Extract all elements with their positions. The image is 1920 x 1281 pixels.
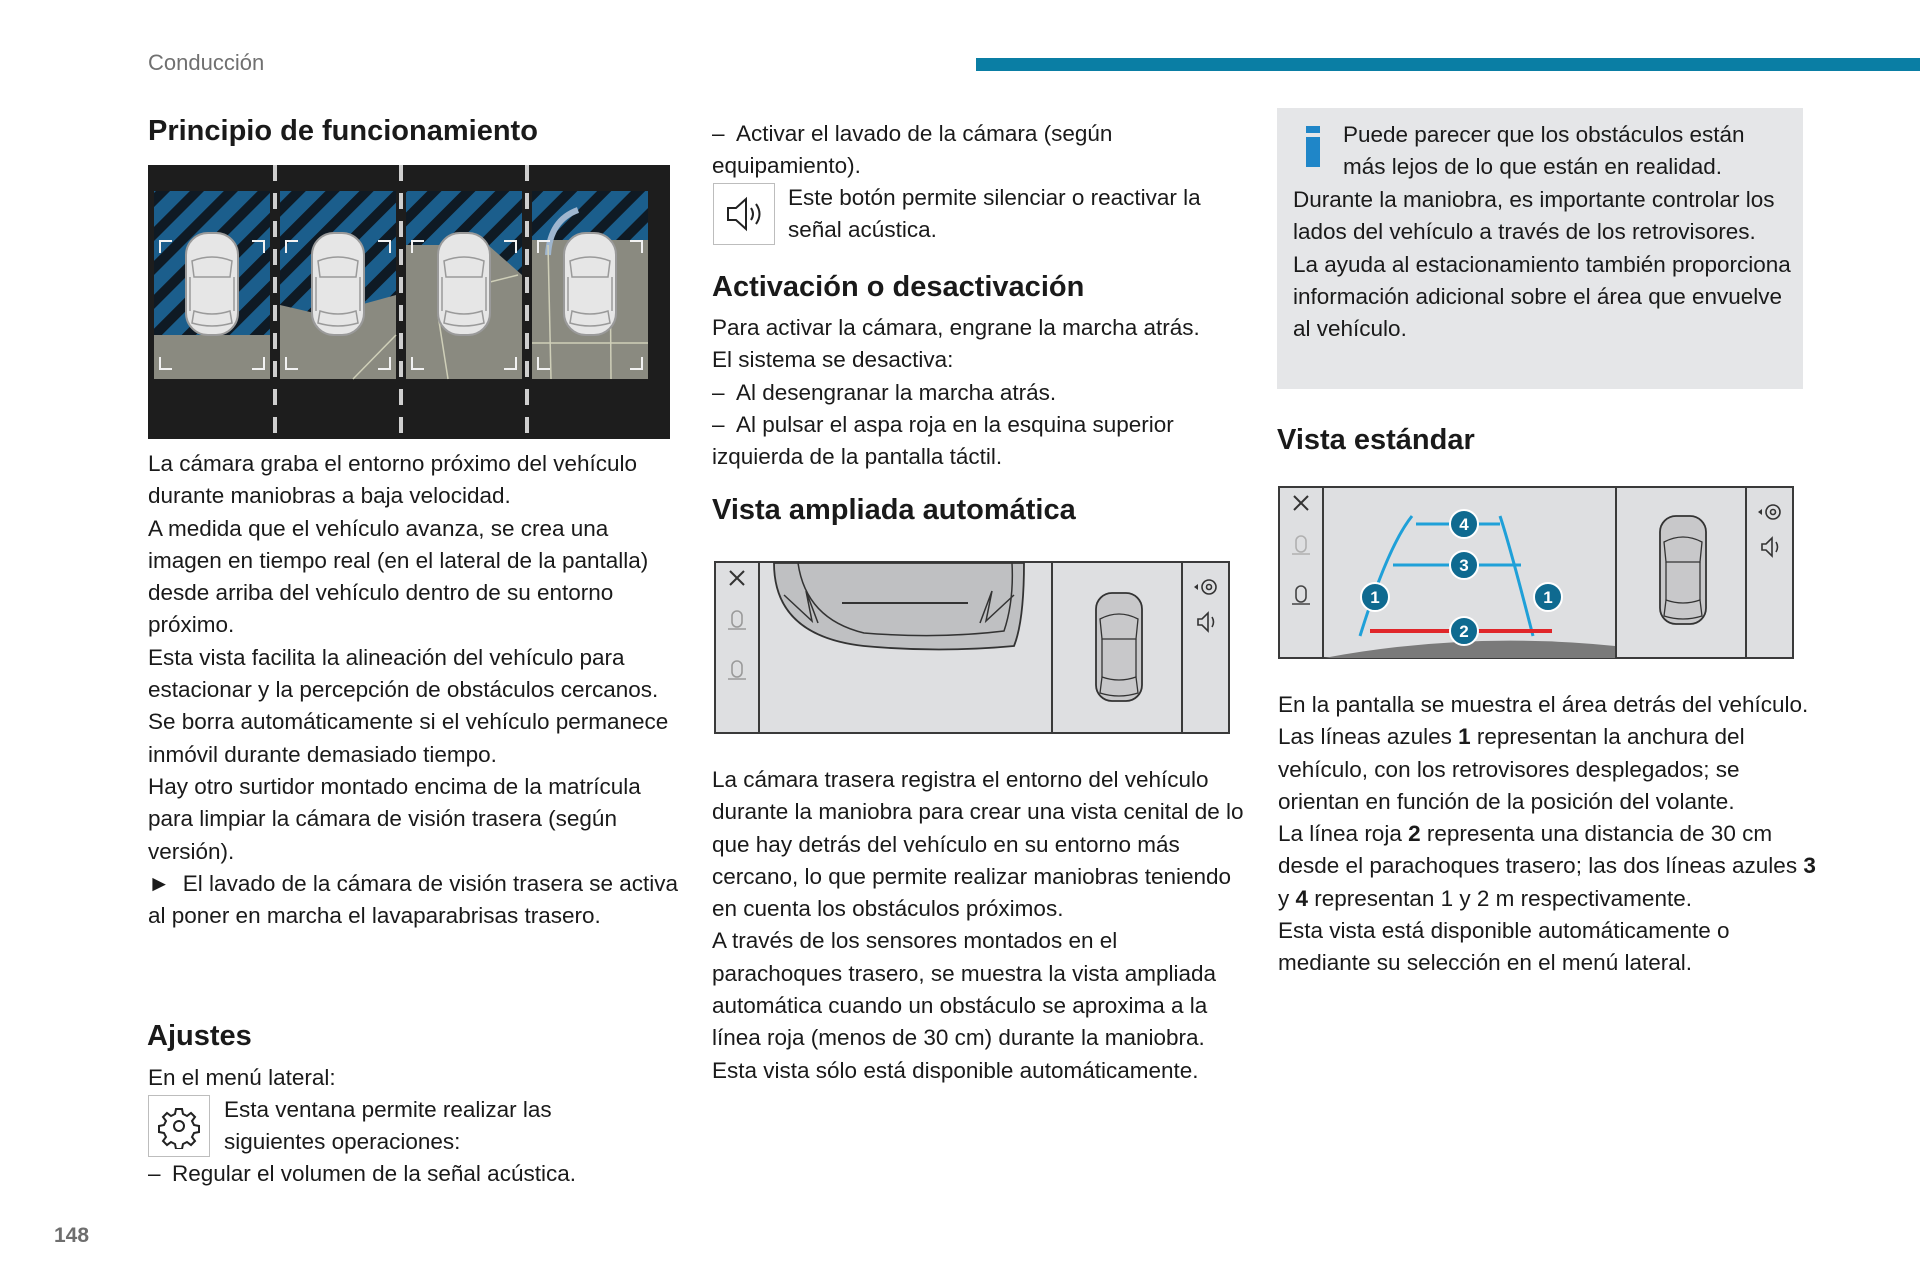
list-item <box>712 409 1252 474</box>
text-run: representan la anchura del vehículo, con los retrovisores desplegados; se orientan en función de la posición del volante. <box>1278 724 1745 814</box>
vista-ampliada-body <box>712 764 1252 1087</box>
list-item <box>712 377 1252 409</box>
marker-ref: 2 <box>1408 821 1421 847</box>
heading-ajustes: Ajustes <box>147 1020 252 1052</box>
marker-4: 4 <box>1459 515 1469 534</box>
gear-description: Esta ventana permite realizar las siguientes operaciones: <box>224 1097 552 1155</box>
speaker-icon <box>720 190 768 238</box>
dash: – <box>148 1161 161 1186</box>
item-text: Regular el volumen de la señal acústica. <box>172 1161 576 1186</box>
section-title: Conducción <box>148 50 265 75</box>
bullet-item <box>148 868 688 933</box>
text-run: La línea roja <box>1278 821 1409 847</box>
dash: – <box>712 121 725 146</box>
paragraph: Hay otro surtidor montado encima de la matrícula para limpiar la cámara de visión trasera (según versión). <box>148 773 641 864</box>
settings-item-wash <box>712 118 1232 183</box>
paragraph: La cámara trasera registra el entorno del vehículo durante la maniobra para crear una vista cenital de lo que hay detrás del vehículo en su entorno más cercano, lo que permite realizar maniobras teniendo en cuenta los obstáculos próximos. <box>712 767 1244 922</box>
zoomed-view-screen <box>714 561 1230 734</box>
heading-activacion: Activación o desactivación <box>712 271 1085 303</box>
settings-item-volume <box>148 1158 688 1190</box>
heading-vista-estandar: Vista estándar <box>1277 424 1475 456</box>
info-note <box>1277 108 1803 389</box>
paragraph: Esta vista facilita la alineación del vehículo para estacionar y la percepción de obstáculos cercanos. Se borra automáticamente si el vehículo permanece inmóvil durante demasiado tiempo. <box>148 644 669 767</box>
page-number: 148 <box>54 1224 90 1247</box>
standard-view-screen <box>1278 486 1794 659</box>
paragraph: A través de los sensores montados en el parachoques trasero, se muestra la vista ampliada automática cuando un obstáculo se aproxima a la línea roja (menos de 30 cm) durante la maniobra. <box>712 928 1217 1051</box>
marker-ref: 1 <box>1458 724 1471 750</box>
marker-ref: 3 <box>1803 853 1816 879</box>
paragraph <box>1278 721 1818 818</box>
item-text: Al desengranar la marcha atrás. <box>736 379 1057 405</box>
text-run: Las líneas azules <box>1278 724 1459 750</box>
sound-toggle-button <box>713 183 775 245</box>
settings-gear-button <box>148 1095 210 1157</box>
paragraph: Durante la maniobra, es importante controlar los lados del vehículo a través de los retrovisores. <box>1293 187 1775 245</box>
info-icon <box>1306 126 1320 168</box>
paragraph: El sistema se desactiva: <box>712 347 954 373</box>
heading-vista-ampliada: Vista ampliada automática <box>712 494 1076 526</box>
dash: – <box>712 411 725 437</box>
paragraph: Esta vista está disponible automáticamente o mediante su selección en el menú lateral. <box>1278 918 1730 976</box>
marker-3: 3 <box>1459 556 1469 575</box>
paragraph: Esta vista sólo está disponible automáticamente. <box>712 1057 1199 1083</box>
paragraph: En la pantalla se muestra el área detrás del vehículo. <box>1278 692 1809 717</box>
activation-body <box>712 312 1252 473</box>
item-text: Activar el lavado de la cámara (según equipamiento). <box>712 121 1113 179</box>
heading-principio: Principio de funcionamiento <box>148 115 538 147</box>
info-lead: Puede parecer que los obstáculos están más lejos de lo que están en realidad. <box>1343 122 1745 180</box>
vista-estandar-body <box>1278 689 1818 980</box>
marker-1-right: 1 <box>1543 588 1553 607</box>
info-body <box>1293 184 1793 345</box>
paragraph: A medida que el vehículo avanza, se crea una imagen en tiempo real (en el lateral de la pantalla) desde arriba del vehículo dentro de su entorno próximo. <box>148 515 649 638</box>
settings-intro: En el menú lateral: <box>148 1065 336 1090</box>
item-text: Al pulsar el aspa roja en la esquina superior izquierda de la pantalla táctil. <box>712 411 1174 470</box>
principio-body <box>148 448 688 932</box>
text-run: representan 1 y 2 m respectivamente. <box>1308 885 1692 911</box>
gear-icon <box>156 1103 202 1149</box>
paragraph <box>1278 818 1818 915</box>
speaker-description: Este botón permite silenciar o reactivar la señal acústica. <box>788 185 1201 243</box>
dash: – <box>712 379 725 405</box>
header-accent-bar <box>976 58 1920 71</box>
arrow-bullet-icon: ► <box>148 870 171 896</box>
marker-2: 2 <box>1459 622 1469 641</box>
text-run: representa una distancia de 30 cm desde el parachoques trasero; las dos líneas azules <box>1278 821 1804 879</box>
paragraph: La cámara graba el entorno próximo del vehículo durante maniobras a baja velocidad. <box>148 451 638 509</box>
bullet-text: El lavado de la cámara de visión trasera se activa al poner en marcha el lavaparabrisas trasero. <box>148 870 679 929</box>
marker-ref: 4 <box>1295 885 1309 911</box>
camera-progression-illustration <box>148 165 670 439</box>
marker-1-left: 1 <box>1370 588 1380 607</box>
text-run: y <box>1278 885 1296 911</box>
paragraph: La ayuda al estacionamiento también proporciona información adicional sobre el área que envuelve al vehículo. <box>1293 251 1791 342</box>
paragraph: Para activar la cámara, engrane la marcha atrás. <box>712 315 1200 340</box>
